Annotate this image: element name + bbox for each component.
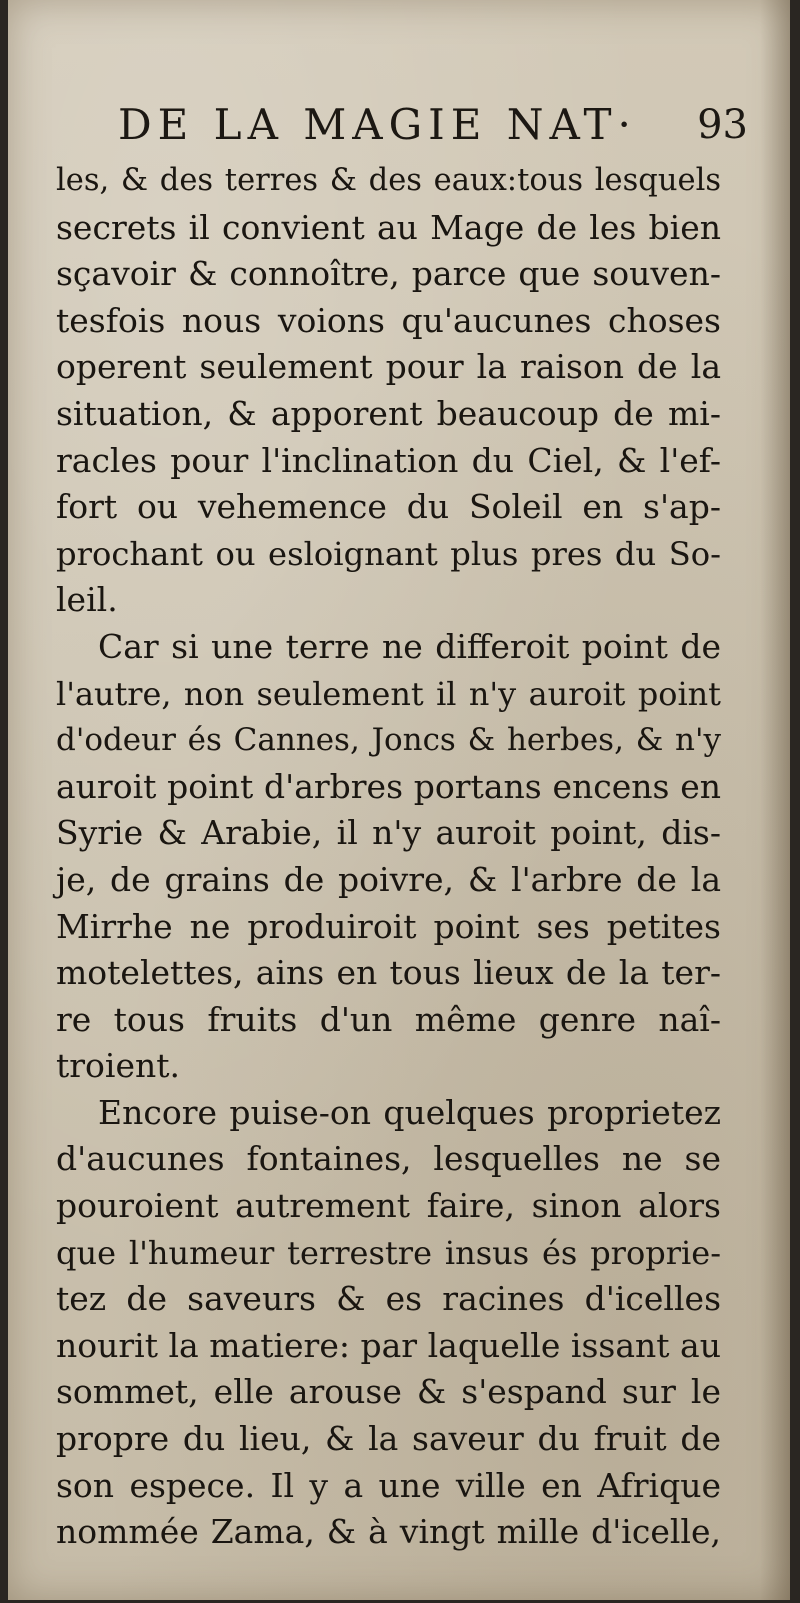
- text-line: operent seulement pour la raison de la: [56, 347, 721, 387]
- text-line: secrets il convient au Mage de les bien: [56, 207, 721, 247]
- paragraph-start-line: Car si une terre ne differoit point de: [98, 626, 721, 666]
- text-line: Mirrhe ne produiroit point ses petites: [56, 906, 721, 946]
- text-line: tez de saveurs & es racines d'icelles: [56, 1279, 721, 1319]
- text-line: situation, & apporent beaucoup de mi-: [56, 393, 721, 433]
- text-line: sçavoir & connoître, parce que souven-: [56, 254, 721, 294]
- text-line: leil.: [56, 580, 118, 620]
- text-line: tesfois nous voions qu'aucunes choses: [56, 300, 721, 340]
- running-header: [118, 100, 748, 149]
- text-line: fort ou vehemence du Soleil en s'ap-: [56, 487, 721, 527]
- text-line: d'aucunes fontaines, lesquelles ne se: [56, 1139, 721, 1179]
- text-line: motelettes, ains en tous lieux de la ter-: [56, 953, 721, 993]
- text-line: auroit point d'arbres portans encens en: [56, 766, 721, 806]
- text-line: troient.: [56, 1046, 180, 1086]
- text-line: que l'humeur terrestre insus és proprie-: [56, 1233, 721, 1272]
- text-line: je, de grains de poivre, & l'arbre de la: [56, 859, 721, 899]
- book-page: [8, 0, 790, 1600]
- text-line: d'odeur és Cannes, Joncs & herbes, & n'y: [56, 722, 721, 759]
- text-line: son espece. Il y a une ville en Afrique: [56, 1465, 721, 1505]
- text-line: racles pour l'inclination du Ciel, & l'ef-: [56, 440, 721, 480]
- text-line: Syrie & Arabie, il n'y auroit point, dis-: [56, 813, 721, 853]
- text-line: l'autre, non seulement il n'y auroit point: [56, 674, 721, 713]
- page-number: 93: [697, 102, 748, 148]
- text-line: pouroient autrement faire, sinon alors: [56, 1186, 721, 1226]
- text-line: propre du lieu, & la saveur du fruit de: [56, 1419, 721, 1459]
- text-line: sommet, elle arouse & s'espand sur le: [56, 1372, 721, 1412]
- paragraph-start-line: Encore puise-on quelques proprietez: [98, 1092, 721, 1132]
- running-title: DE LA MAGIE NAT·: [118, 100, 637, 149]
- text-line: nourit la matiere: par laquelle issant au: [56, 1325, 721, 1365]
- body-text: [56, 158, 721, 1556]
- text-line: les, & des terres & des eaux:tous lesquels: [56, 163, 721, 198]
- page-edge-shadow: [760, 0, 790, 1600]
- text-line: nommée Zama, & à vingt mille d'icelle,: [56, 1512, 721, 1552]
- text-line: prochant ou esloignant plus pres du So-: [56, 534, 721, 573]
- text-line: re tous fruits d'un même genre naî-: [56, 999, 721, 1039]
